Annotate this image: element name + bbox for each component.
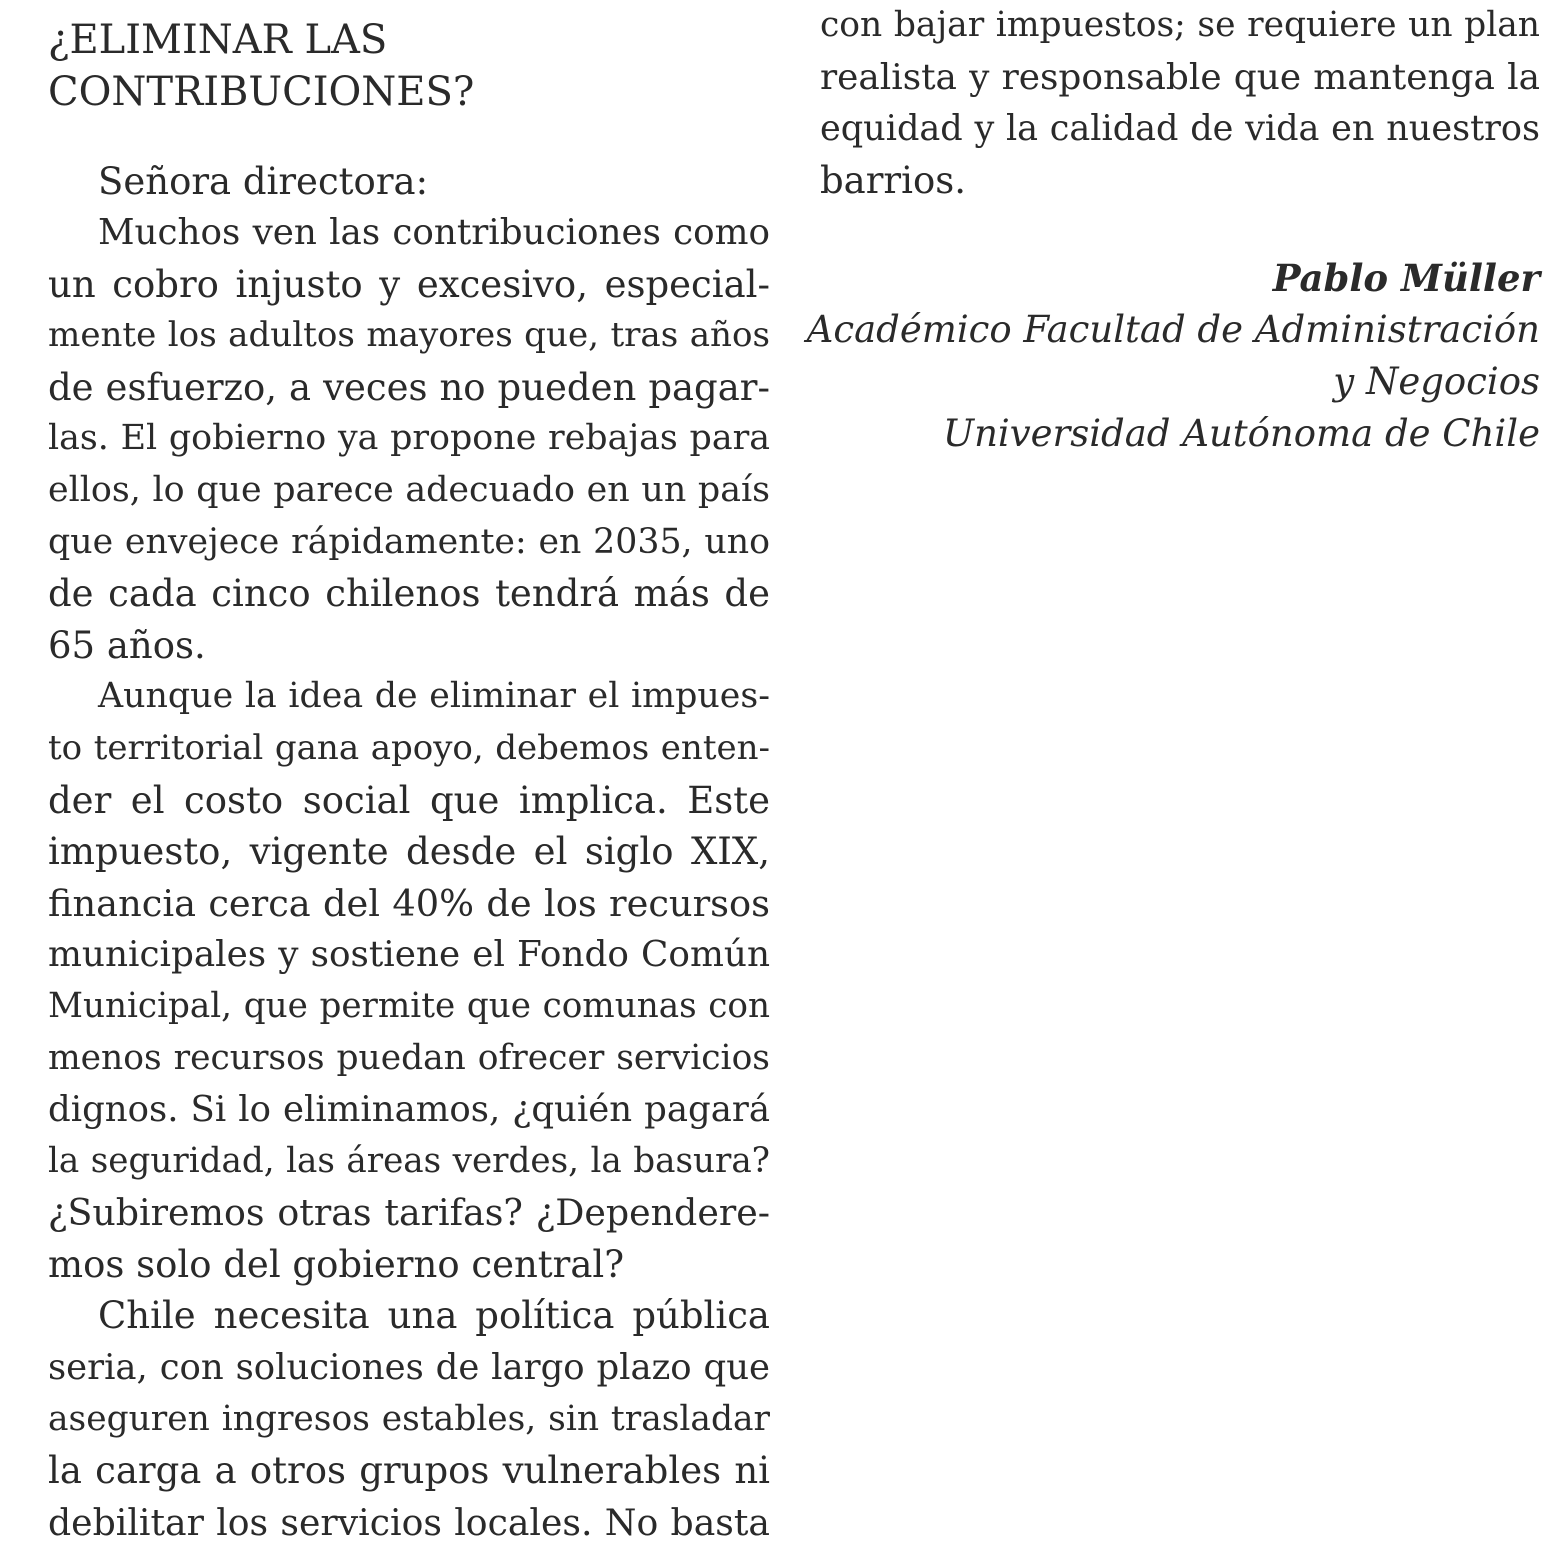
body-line: menos recursos puedan ofrecer servicios xyxy=(48,1037,770,1078)
headline xyxy=(48,14,770,118)
signature-block xyxy=(800,252,1540,460)
body-line: der el costo social que implica. Este xyxy=(48,778,770,822)
letter-body xyxy=(48,207,770,1548)
body-line: aseguren ingresos estables, sin trasladar xyxy=(48,1398,770,1439)
author-institution: Universidad Autónoma de Chile xyxy=(942,412,1540,455)
author-role-line-2: y Negocios xyxy=(1333,360,1540,403)
body-line: Chile necesita una política pública xyxy=(98,1294,770,1338)
salutation: Señora directora: xyxy=(98,160,429,203)
body-line: ellos, lo que parece adecuado en un país xyxy=(48,469,770,510)
body-line: mente los adultos mayores que, tras años xyxy=(48,315,770,356)
body-line: de esfuerzo, a veces no pueden pagar- xyxy=(48,365,770,409)
body-line: la carga a otros grupos vulnerables ni xyxy=(48,1449,770,1493)
right-column xyxy=(820,0,1540,206)
body-line: financia cerca del 40% de los recursos xyxy=(48,881,770,925)
body-line: realista y responsable que mantenga la xyxy=(820,56,1540,98)
body-line: de cada cinco chilenos tendrá más de xyxy=(48,572,770,616)
body-line: to territorial gana apoyo, debemos enten- xyxy=(48,727,770,768)
body-line: con bajar impuestos; se requiere un plan xyxy=(820,5,1540,45)
body-line: municipales y sostiene el Fondo Común xyxy=(48,934,770,976)
body-line: debilitar los servicios locales. No basta xyxy=(48,1500,770,1544)
left-column xyxy=(48,14,770,1544)
headline-line-2: CONTRIBUCIONES? xyxy=(48,69,475,115)
headline-line-1: ¿ELIMINAR LAS xyxy=(48,17,388,63)
body-line: que envejece rápidamente: en 2035, uno xyxy=(48,521,770,562)
body-line: Muchos ven las contribuciones como xyxy=(98,212,770,253)
body-line: equidad y la calidad de vida en nuestros xyxy=(820,108,1540,150)
body-line: 65 años. xyxy=(48,623,206,667)
body-line: dignos. Si lo eliminamos, ¿quién pagará xyxy=(48,1089,770,1131)
body-line: un cobro injusto y excesivo, especial- xyxy=(48,262,770,306)
body-line: las. El gobierno ya propone rebajas para xyxy=(48,418,770,459)
author-role-line-1: Académico Facultad de Administración xyxy=(806,308,1540,351)
body-line: Municipal, que permite que comunas con xyxy=(48,985,770,1026)
body-line: seria, con soluciones de largo plazo que xyxy=(48,1347,770,1389)
body-line: ¿Subiremos otras tarifas? ¿Dependere- xyxy=(48,1191,770,1235)
body-line: Aunque la idea de eliminar el impues- xyxy=(98,676,770,717)
body-line: impuesto, vigente desde el siglo XIX, xyxy=(48,830,770,874)
body-line: barrios. xyxy=(820,158,966,202)
body-line: la seguridad, las áreas verdes, la basura? xyxy=(48,1140,770,1181)
author-name: Pablo Müller xyxy=(1272,256,1540,300)
body-line: mos solo del gobierno central? xyxy=(48,1242,625,1286)
